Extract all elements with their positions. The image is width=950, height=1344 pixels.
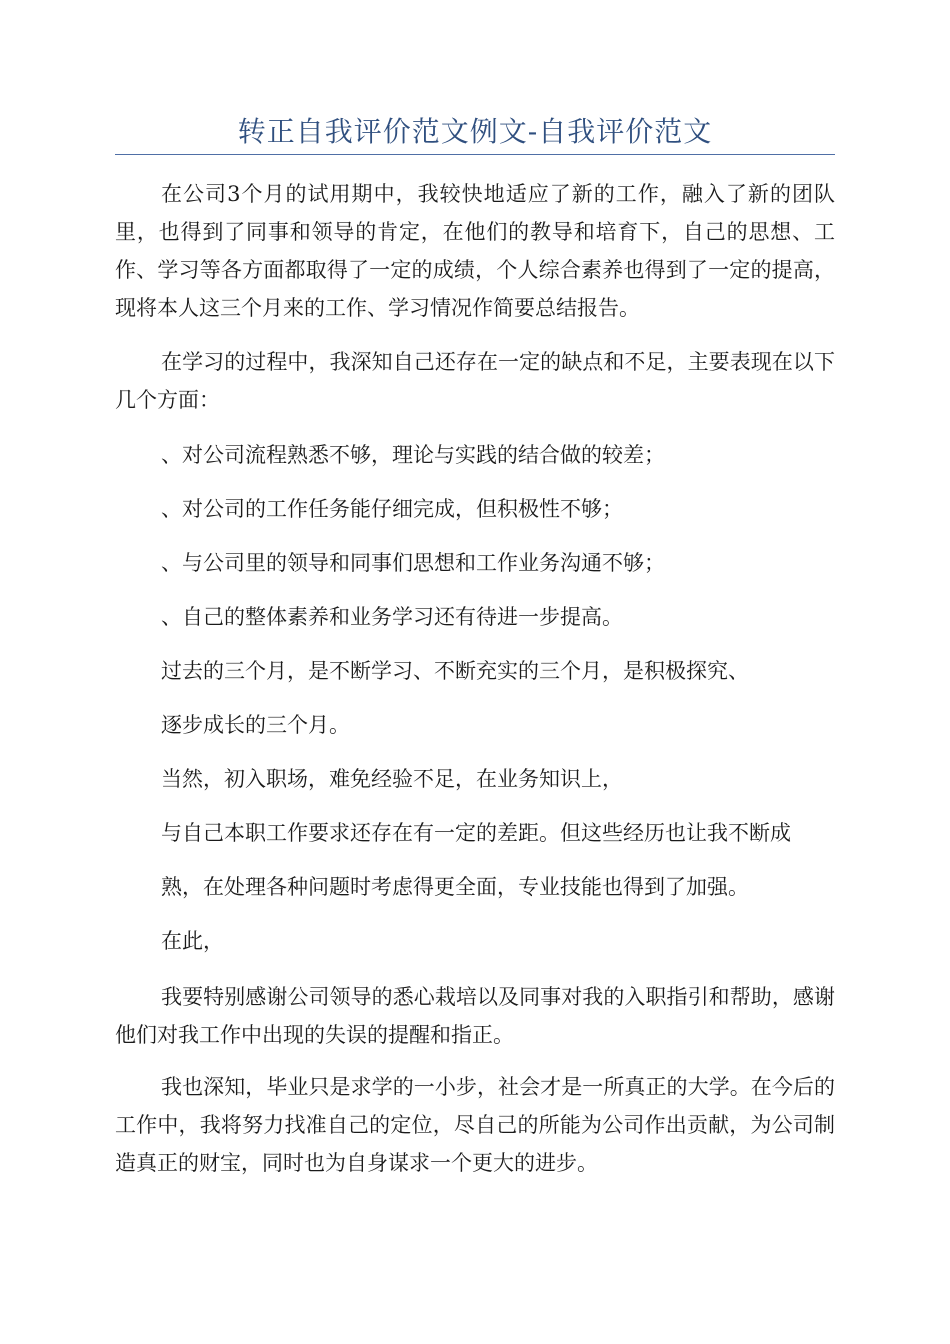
paragraph-line: 当然，初入职场，难免经验不足，在业务知识上， bbox=[161, 767, 623, 791]
paragraph-shortcomings-intro: 在学习的过程中，我深知自己还存在一定的缺点和不足，主要表现在以下几个方面： bbox=[115, 350, 835, 412]
paragraph-intro: 在公司3个月的试用期中，我较快地适应了新的工作，融入了新的团队里，也得到了同事和领导的肯定，在他们的教导和培育下，自己的思想、工作、学习等各方面都取得了一定的成绩，个人综合素养也得到了一定的提高，现将本人这三个月来的工作、学习情况作简要总结报告。 bbox=[115, 182, 835, 320]
paragraph-line: 熟，在处理各种问题时考虑得更全面，专业技能也得到了加强。 bbox=[161, 875, 749, 899]
list-item: 、与公司里的领导和同事们思想和工作业务沟通不够； bbox=[161, 551, 665, 575]
title-underline bbox=[115, 154, 835, 155]
document-title: 转正自我评价范文例文-自我评价范文 bbox=[237, 115, 713, 148]
paragraph-line: 在此， bbox=[161, 929, 224, 953]
list-item: 、对公司流程熟悉不够，理论与实践的结合做的较差； bbox=[161, 443, 665, 467]
paragraph-line: 逐步成长的三个月。 bbox=[161, 713, 350, 737]
list-item: 、自己的整体素养和业务学习还有待进一步提高。 bbox=[161, 605, 623, 629]
paragraph-thanks: 我要特别感谢公司领导的悉心栽培以及同事对我的入职指引和帮助，感谢他们对我工作中出现的失误的提醒和指正。 bbox=[115, 985, 835, 1047]
paragraph-line: 与自己本职工作要求还存在有一定的差距。但这些经历也让我不断成 bbox=[161, 821, 791, 845]
list-item: 、对公司的工作任务能仔细完成，但积极性不够； bbox=[161, 497, 623, 521]
paragraph-conclusion: 我也深知，毕业只是求学的一小步，社会才是一所真正的大学。在今后的工作中，我将努力找准自己的定位，尽自己的所能为公司作出贡献，为公司制造真正的财宝，同时也为自身谋求一个更大的进步。 bbox=[115, 1075, 835, 1175]
paragraph-line: 过去的三个月，是不断学习、不断充实的三个月，是积极探究、 bbox=[161, 659, 749, 683]
